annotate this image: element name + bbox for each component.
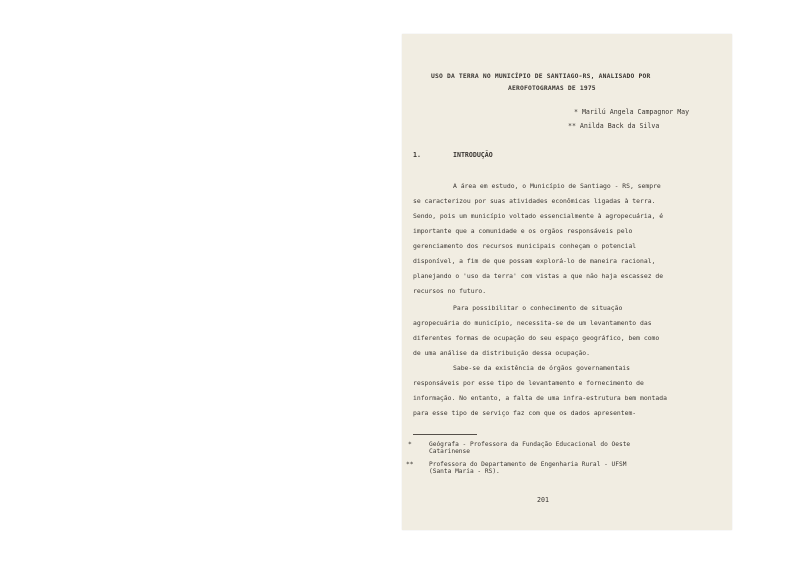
paragraph-3-line: responsáveis por esse tipo de levantamento e fornecimento de xyxy=(413,379,644,387)
paragraph-3-line: informação. No entanto, a falta de uma infra-estrutura bem montada xyxy=(413,394,667,402)
paragraph-2-line: de uma análise da distribuição dessa ocupação. xyxy=(413,349,590,357)
section-number: 1. xyxy=(413,151,421,159)
footnote-2-mark: ** xyxy=(406,461,414,468)
footnote-1-mark: * xyxy=(408,441,412,448)
author-1: * Marilú Angela Campagnor May xyxy=(574,108,690,116)
paragraph-1-line: se caracterizou por suas atividades econômicas ligadas à terra. xyxy=(413,197,656,205)
paragraph-2-line: Para possibilitar o conhecimento de situação xyxy=(453,304,623,312)
paper-page xyxy=(402,34,732,530)
title-line-1: USO DA TERRA NO MUNICÍPIO DE SANTIAGO-RS, ANALISADO POR xyxy=(431,73,651,80)
paragraph-3-line: para esse tipo de serviço faz com que os dados apresentem- xyxy=(413,409,637,417)
paragraph-1-line: A área em estudo, o Município de Santiago - RS, sempre xyxy=(453,182,661,190)
footnote-1-line-1: Geógrafa - Professora da Fundação Educacional do Oeste xyxy=(429,441,631,448)
paragraph-1-line: recursos no futuro. xyxy=(413,287,487,295)
paragraph-1-line: planejando o 'uso da terra' com vistas a que não haja escassez de xyxy=(413,272,664,280)
paragraph-2-line: agropecuária do município, necessita-se de um levantamento das xyxy=(413,319,652,327)
footnote-1-line-2: Catarinense xyxy=(429,448,470,455)
paragraph-1-line: disponível, a fim de que possam explorá-lo de maneira racional, xyxy=(413,257,656,265)
section-title: INTRODUÇÃO xyxy=(453,151,493,159)
paragraph-1-line: gerenciamento dos recursos municipais conheçam o potencial xyxy=(413,242,637,250)
author-2: ** Anilda Back da Silva xyxy=(568,122,660,130)
paragraph-3-line: Sabe-se da existência de órgãos governamentais xyxy=(453,364,630,372)
title-line-2: AEROFOTOGRAMAS DE 1975 xyxy=(508,85,596,92)
footnote-2-line-1: Professora do Departamento de Engenharia Rural - UFSM xyxy=(429,461,627,468)
footnote-divider xyxy=(413,434,477,435)
paragraph-1-line: Sendo, pois um município voltado essencialmente à agropecuária, é xyxy=(413,212,664,220)
footnote-2-line-2: (Santa Maria - RS). xyxy=(429,468,500,475)
paragraph-1-line: importante que a comunidade e os orgãos responsáveis pelo xyxy=(413,227,633,235)
page-number: 201 xyxy=(537,496,549,504)
paragraph-2-line: diferentes formas de ocupação do seu espaço geográfico, bem como xyxy=(413,334,660,342)
